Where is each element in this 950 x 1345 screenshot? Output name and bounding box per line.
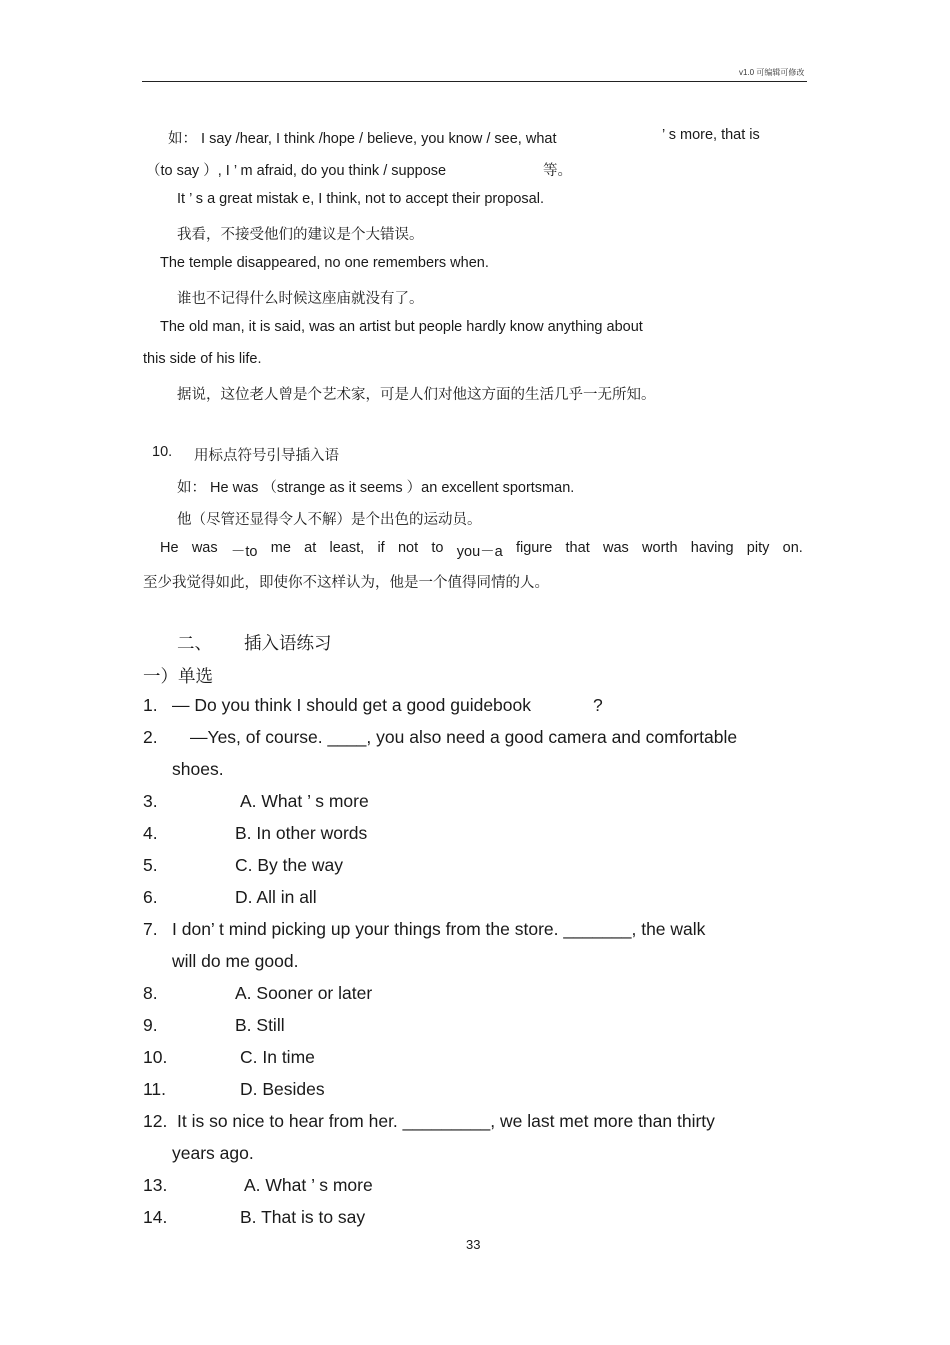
question-text: It is so nice to hear from her. _________, we last met more than thirty bbox=[177, 1111, 715, 1131]
sentence3-en-a: The old man, it is said, was an artist but people hardly know anything about bbox=[160, 319, 643, 335]
sentence3-cn: 据说，这位老人曾是个艺术家，可是人们对他这方面的生活几乎一无所知。 bbox=[177, 387, 656, 403]
option-text: A. What ’ s more bbox=[244, 1175, 373, 1195]
item-number: 4. bbox=[143, 823, 158, 843]
word: at bbox=[304, 540, 317, 556]
item10-example-a-cn: 他（尽管还显得令人不解）是个出色的运动员。 bbox=[177, 512, 482, 528]
example-line1-right: ’ s more, that is bbox=[662, 127, 760, 143]
option-text: D. All in all bbox=[235, 887, 317, 907]
option-text: B. That is to say bbox=[240, 1207, 366, 1227]
question-continuation: will do me good. bbox=[172, 951, 299, 971]
item-number: 10. bbox=[143, 1047, 168, 1067]
sentence1-en: It ’ s a great mistak e, I think, not to accept their proposal. bbox=[177, 191, 544, 207]
option-text: B. In other words bbox=[235, 823, 368, 843]
sentence1-cn: 我看，不接受他们的建议是个大错误。 bbox=[177, 227, 424, 243]
exercise-heading: 插入语练习 bbox=[244, 633, 332, 653]
example-line1-left: 如： I say /hear, I think /hope / believe, you know / see, what bbox=[168, 131, 557, 147]
word: was bbox=[602, 540, 629, 556]
word: if bbox=[377, 540, 385, 556]
option-text: A. Sooner or later bbox=[235, 983, 373, 1003]
item10-number: 10. bbox=[152, 444, 173, 460]
item-number: 3. bbox=[143, 791, 158, 811]
sentence3-en-b: this side of his life. bbox=[143, 351, 262, 367]
word: worth bbox=[642, 540, 678, 556]
word: that bbox=[565, 540, 590, 556]
exercise-subheading: 一）单选 bbox=[143, 666, 213, 686]
sentence2-cn: 谁也不记得什么时候这座庙就没有了。 bbox=[177, 291, 424, 307]
item-number: 13. bbox=[143, 1175, 168, 1195]
option-text: C. In time bbox=[240, 1047, 315, 1067]
option-text: C. By the way bbox=[235, 855, 343, 875]
item10-example-a: 如： He was （strange as it seems ）an excellent sportsman. bbox=[177, 480, 575, 496]
header-divider bbox=[142, 81, 807, 82]
word: not bbox=[397, 540, 419, 556]
item-number: 11. bbox=[143, 1079, 167, 1099]
item-number: 5. bbox=[143, 855, 158, 875]
word: you－a bbox=[456, 544, 503, 560]
header-note: v1.0 可编辑可修改 bbox=[739, 68, 805, 77]
word: was bbox=[191, 540, 218, 556]
word: He bbox=[160, 540, 179, 556]
question-continuation: shoes. bbox=[172, 759, 224, 779]
question-mark: ? bbox=[593, 695, 603, 715]
item-number: 6. bbox=[143, 887, 158, 907]
item-number: 12. bbox=[143, 1111, 168, 1131]
word: having bbox=[690, 540, 734, 556]
option-text: A. What ’ s more bbox=[240, 791, 369, 811]
sentence2-en: The temple disappeared, no one remembers when. bbox=[160, 255, 489, 271]
example-line2-left: （to say ）, I ’ m afraid, do you think / suppose bbox=[146, 163, 447, 179]
word: figure bbox=[515, 540, 553, 556]
item10-example-b bbox=[160, 540, 803, 561]
word: －to bbox=[230, 544, 258, 560]
word: me bbox=[270, 540, 291, 556]
item10-title: 用标点符号引导插入语 bbox=[194, 448, 339, 464]
item-number: 7. bbox=[143, 919, 158, 939]
item-number: 2. bbox=[143, 727, 158, 747]
word: pity bbox=[746, 540, 770, 556]
option-text: D. Besides bbox=[240, 1079, 325, 1099]
item-number: 1. bbox=[143, 695, 158, 715]
item-number: 9. bbox=[143, 1015, 158, 1035]
item-number: 14. bbox=[143, 1207, 168, 1227]
exercise-heading-number: 二、 bbox=[177, 633, 212, 653]
word: to bbox=[431, 540, 444, 556]
question-continuation: years ago. bbox=[172, 1143, 254, 1163]
example-line2-right: 等。 bbox=[543, 163, 572, 179]
option-text: B. Still bbox=[235, 1015, 285, 1035]
word: on. bbox=[782, 540, 803, 556]
question-text: — Do you think I should get a good guidebook bbox=[172, 695, 531, 715]
question-text: —Yes, of course. ____, you also need a good camera and comfortable bbox=[190, 727, 738, 747]
word: least, bbox=[329, 540, 365, 556]
page-number: 33 bbox=[466, 1237, 481, 1252]
item-number: 8. bbox=[143, 983, 158, 1003]
question-text: I don’ t mind picking up your things from the store. _______, the walk bbox=[172, 919, 706, 939]
item10-example-b-cn: 至少我觉得如此，即使你不这样认为，他是一个值得同情的人。 bbox=[143, 575, 549, 591]
